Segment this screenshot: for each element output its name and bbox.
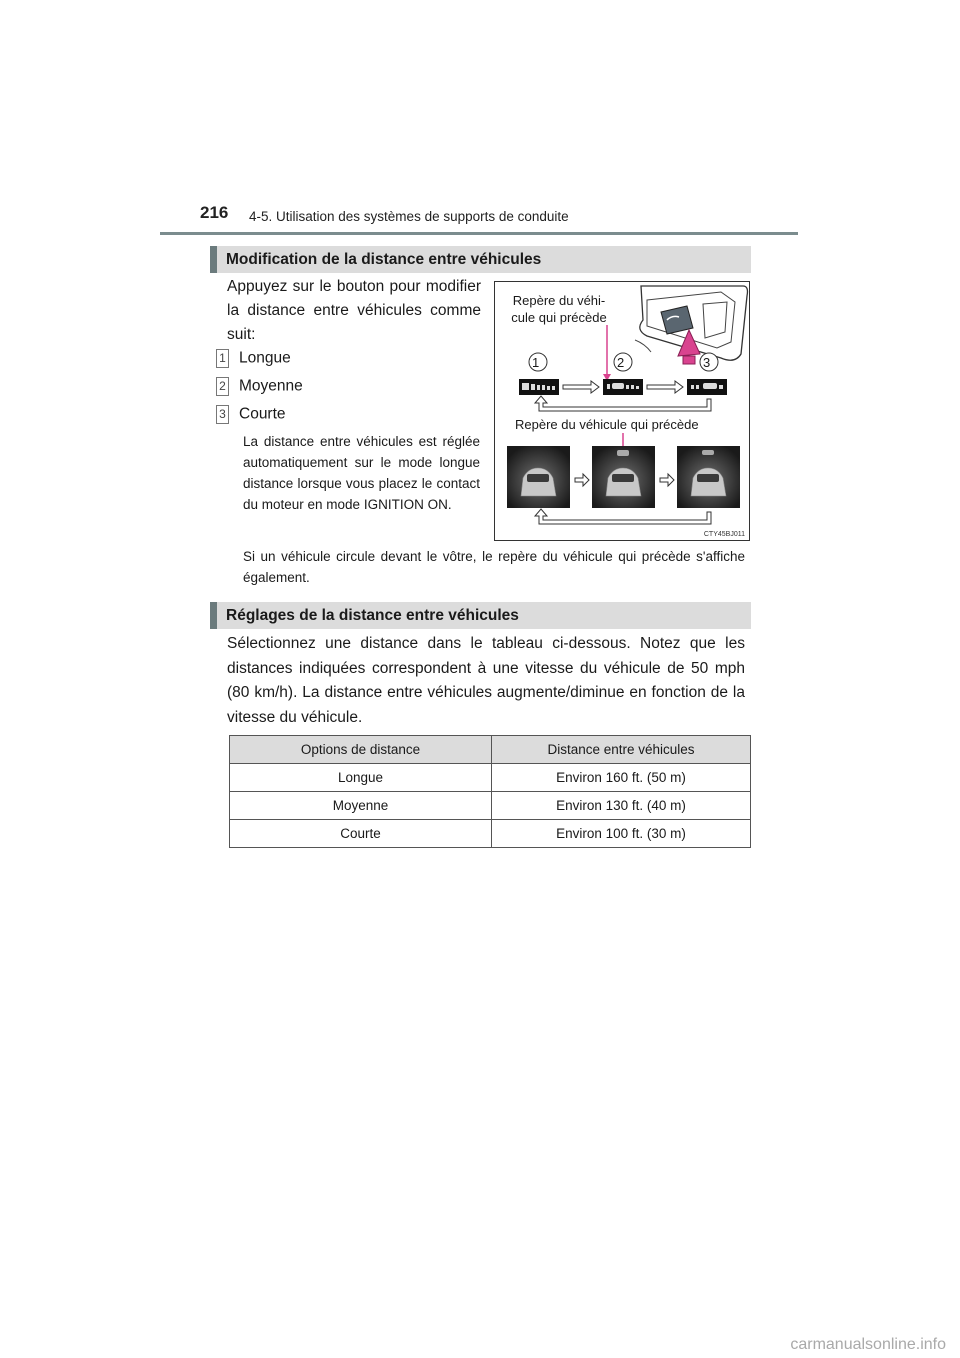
column-header: Options de distance xyxy=(230,736,492,764)
list-item xyxy=(216,349,291,368)
distance-display-icons xyxy=(519,379,727,411)
marker-number: 1 xyxy=(532,355,540,370)
section-heading-distance-change: Modification de la distance entre véhicules xyxy=(210,246,751,273)
column-header: Distance entre véhicules xyxy=(492,736,751,764)
note-preceding-vehicle: Si un véhicule circule devant le vôtre, le repère du véhicule qui précède s'affiche également. xyxy=(243,549,745,585)
list-item-label: Moyenne xyxy=(239,377,303,395)
watermark: carmanualsonline.info xyxy=(790,1336,946,1353)
intro-paragraph: Appuyez sur le bouton pour modifier la distance entre véhicules comme suit: xyxy=(227,278,481,343)
distance-table xyxy=(229,735,751,848)
callout-label-top xyxy=(509,292,609,326)
list-item-label: Courte xyxy=(239,405,286,423)
callout-label-line: cule qui précède xyxy=(511,310,607,325)
car-screens xyxy=(507,446,740,524)
table-row xyxy=(230,792,751,820)
running-header: 4-5. Utilisation des systèmes de supports de conduite xyxy=(249,209,569,224)
marker-number: 2 xyxy=(617,355,625,370)
number-box: 1 xyxy=(216,349,229,368)
table-header-row xyxy=(230,736,751,764)
table-row xyxy=(230,764,751,792)
distance-illustration xyxy=(494,281,750,541)
list-item xyxy=(216,405,286,424)
image-code: CTY45BJ011 xyxy=(703,531,745,538)
marker-number: 3 xyxy=(703,355,711,370)
table-cell: Moyenne xyxy=(230,792,492,820)
table-cell: Environ 130 ft. (40 m) xyxy=(492,792,751,820)
table-cell: Environ 100 ft. (30 m) xyxy=(492,820,751,848)
callout-label-middle: Repère du véhicule qui précède xyxy=(515,417,699,432)
note-ignition: La distance entre véhicules est réglée automatiquement sur le mode longue distance lorsque vous placez le contact du moteur en mode IGNITION ON. xyxy=(243,434,480,512)
header-rule xyxy=(160,232,798,235)
list-item xyxy=(216,377,303,396)
table-cell: Courte xyxy=(230,820,492,848)
section-heading-distance-settings: Réglages de la distance entre véhicules xyxy=(210,602,751,629)
number-box: 3 xyxy=(216,405,229,424)
callout-label-line: Repère du véhi- xyxy=(512,293,606,308)
number-box: 2 xyxy=(216,377,229,396)
steering-switch-drawing xyxy=(635,286,748,364)
page-number: 216 xyxy=(200,203,229,222)
table-cell: Longue xyxy=(230,764,492,792)
table-cell: Environ 160 ft. (50 m) xyxy=(492,764,751,792)
table-row xyxy=(230,820,751,848)
list-item-label: Longue xyxy=(239,349,291,367)
settings-paragraph: Sélectionnez une distance dans le tableau ci-dessous. Notez que les distances indiquées correspondent à une vitesse du véhicule de 50 mph (80 km/h). La distance entre véhicules augmente/diminue en fonction de la vitesse du véhicule. xyxy=(227,635,745,726)
